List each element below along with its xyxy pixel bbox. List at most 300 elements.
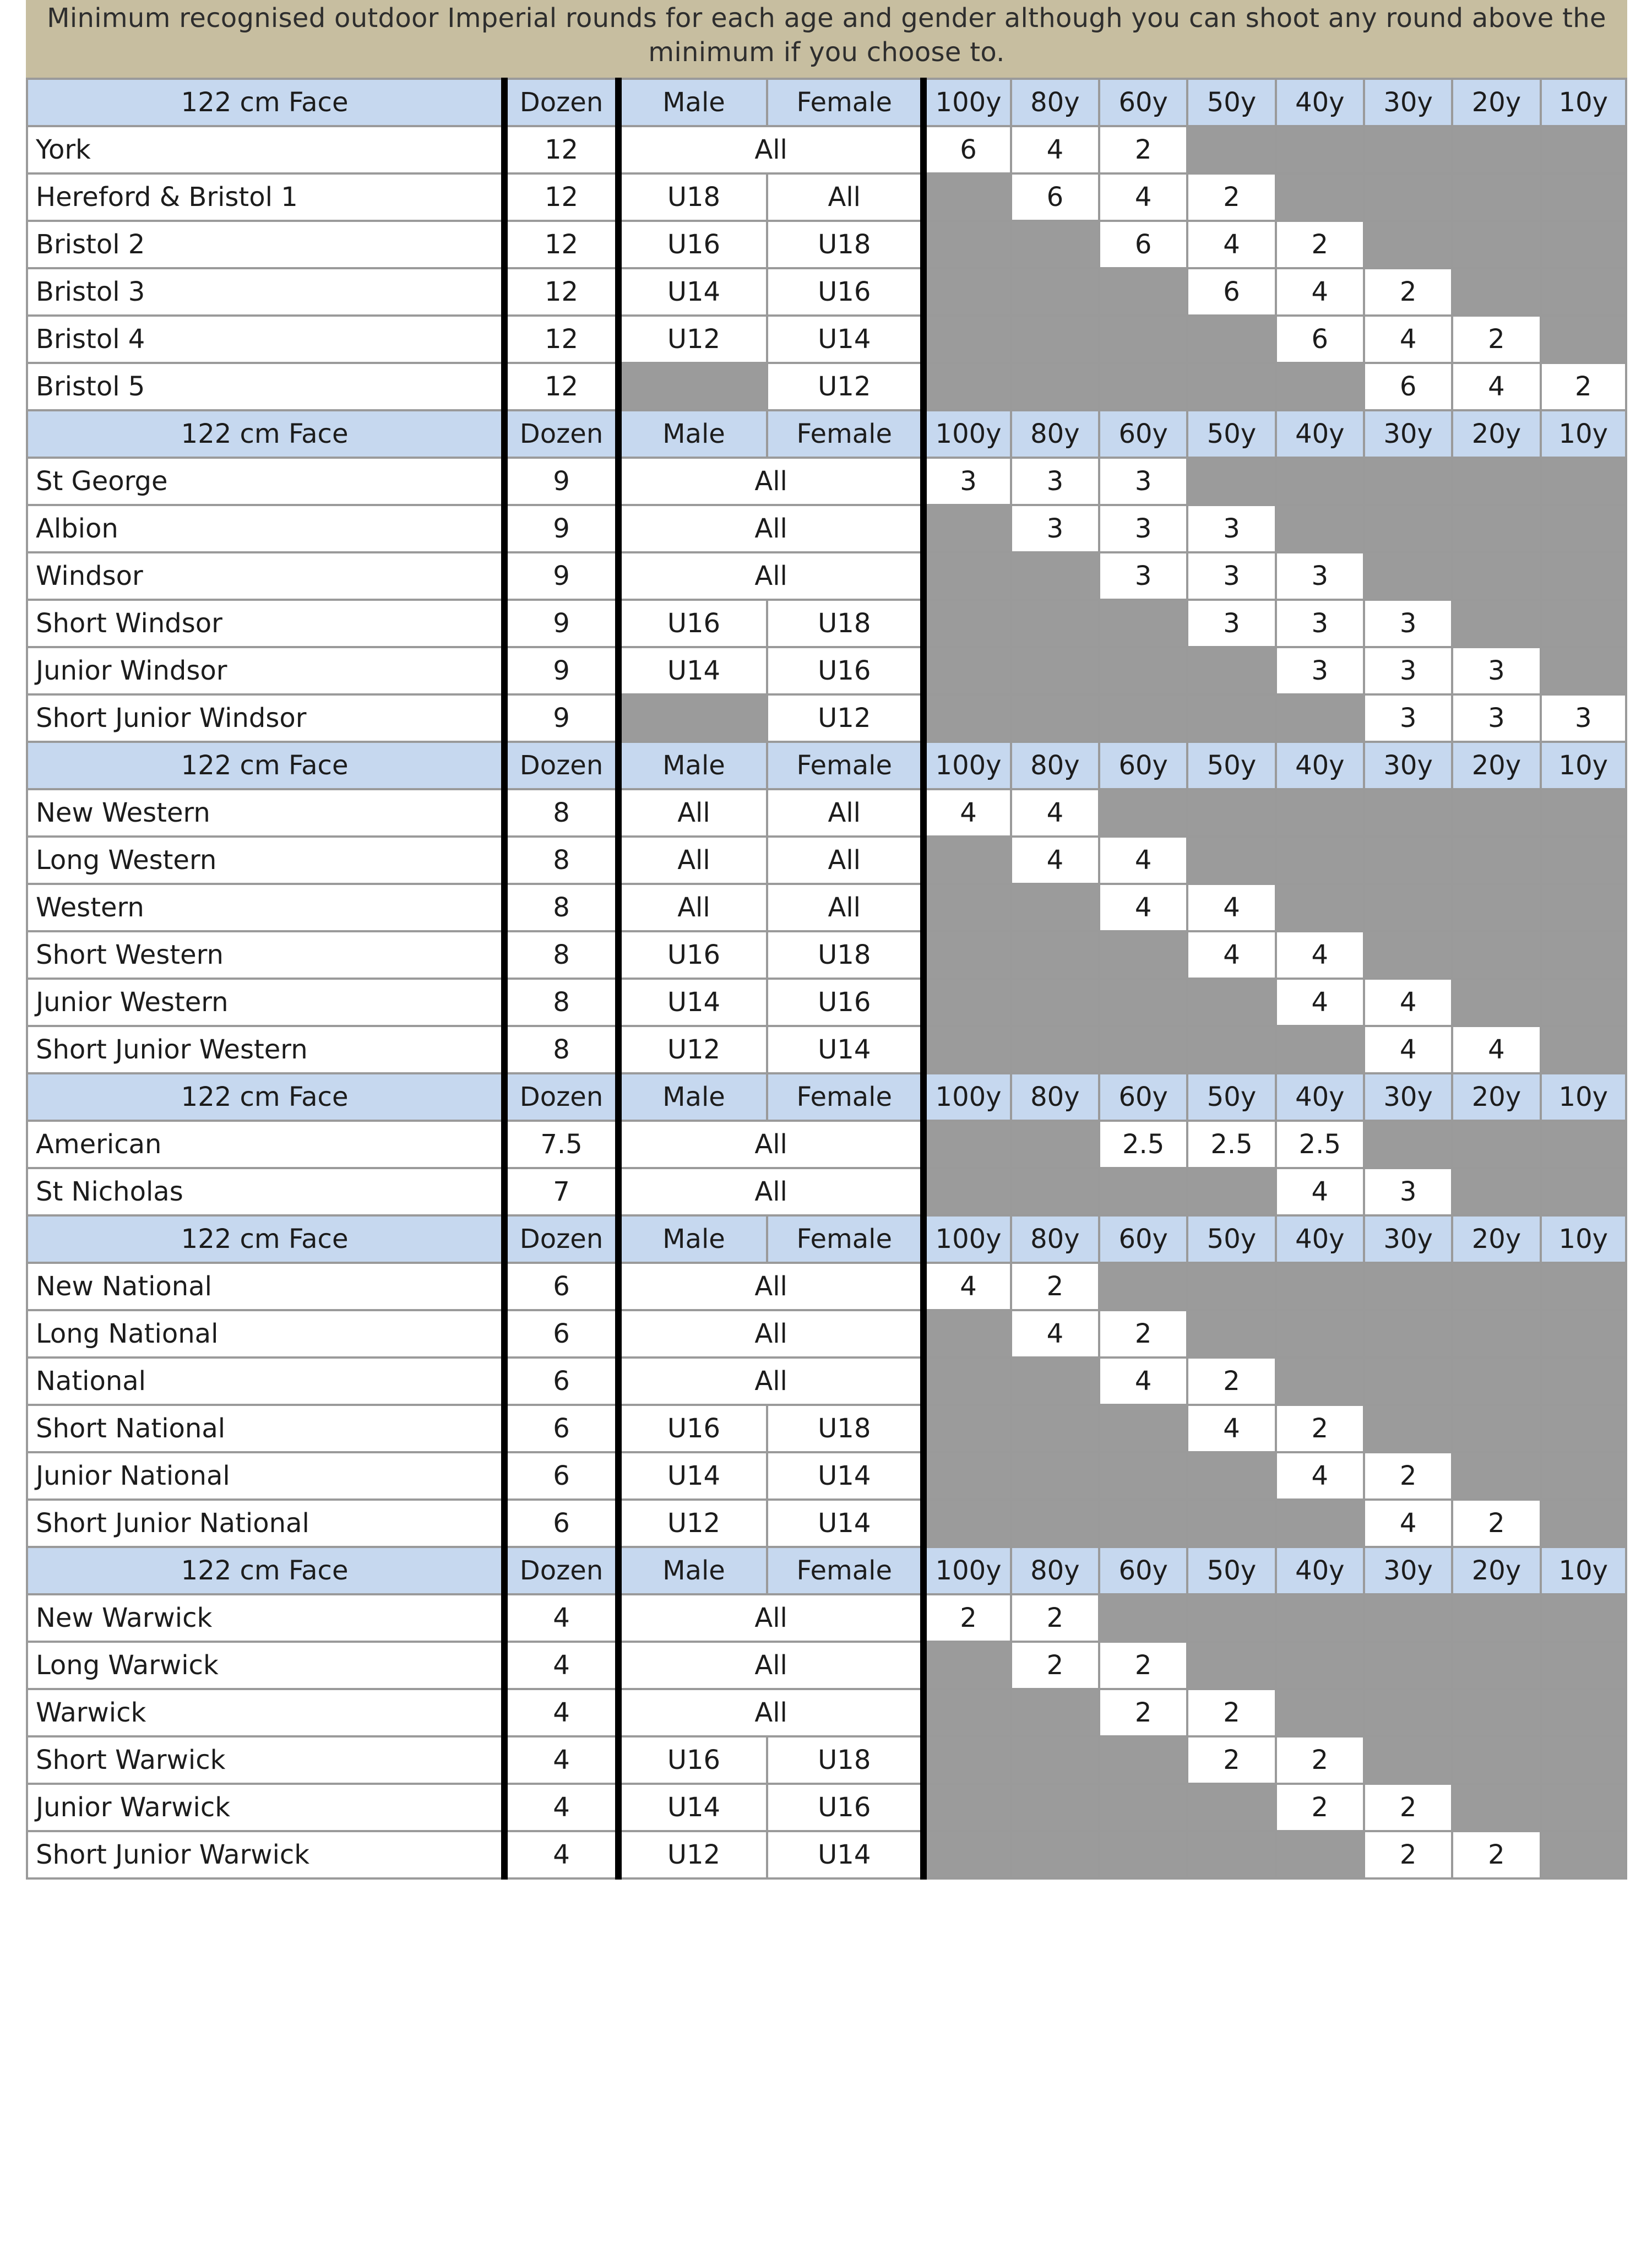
distance-cell: 4 <box>1276 268 1364 316</box>
distance-cell: 3 <box>1276 600 1364 647</box>
distance-cell: 3 <box>1276 552 1364 600</box>
dozen-cell: 12 <box>504 363 618 410</box>
header-distance: 80y <box>1011 742 1099 789</box>
distance-cell <box>1452 173 1540 221</box>
distance-cell <box>923 1642 1010 1689</box>
distance-cell <box>1541 1642 1626 1689</box>
distance-cell <box>1187 1263 1275 1310</box>
male-cell: U12 <box>618 1026 767 1073</box>
header-male: Male <box>618 410 767 458</box>
round-name: Junior Windsor <box>27 647 504 694</box>
male-cell: U14 <box>618 1784 767 1831</box>
distance-cell: 4 <box>923 789 1010 837</box>
round-name: Short Junior Warwick <box>27 1831 504 1878</box>
distance-cell <box>1541 1405 1626 1452</box>
header-distance: 60y <box>1099 410 1187 458</box>
header-distance: 100y <box>923 1547 1010 1594</box>
distance-cell <box>1541 1736 1626 1784</box>
table-row <box>27 1452 1626 1500</box>
distance-cell <box>923 316 1010 363</box>
header-female: Female <box>767 410 923 458</box>
distance-cell: 3 <box>923 458 1010 505</box>
header-round-name: 122 cm Face <box>27 410 504 458</box>
header-distance: 40y <box>1276 742 1364 789</box>
header-distance: 10y <box>1541 742 1626 789</box>
distance-cell <box>1541 458 1626 505</box>
gender-all-cell: All <box>618 1310 924 1358</box>
header-distance: 60y <box>1099 1547 1187 1594</box>
dozen-cell: 8 <box>504 1026 618 1073</box>
distance-cell <box>1452 1594 1540 1642</box>
dozen-cell: 9 <box>504 552 618 600</box>
distance-cell <box>1452 1358 1540 1405</box>
male-cell: U14 <box>618 1452 767 1500</box>
distance-cell <box>923 1310 1010 1358</box>
distance-cell <box>1452 1168 1540 1215</box>
distance-cell <box>1099 979 1187 1026</box>
distance-cell: 4 <box>1011 126 1099 173</box>
distance-cell <box>1276 1594 1364 1642</box>
dozen-cell: 9 <box>504 694 618 742</box>
table-row <box>27 1594 1626 1642</box>
distance-cell <box>1541 1121 1626 1168</box>
distance-cell <box>1099 316 1187 363</box>
distance-cell <box>1452 1405 1540 1452</box>
header-distance: 40y <box>1276 410 1364 458</box>
round-name: Short Warwick <box>27 1736 504 1784</box>
distance-cell <box>1276 1026 1364 1073</box>
header-female: Female <box>767 1547 923 1594</box>
distance-cell <box>1187 458 1275 505</box>
male-cell: U16 <box>618 1405 767 1452</box>
distance-cell <box>1452 458 1540 505</box>
dozen-cell: 6 <box>504 1358 618 1405</box>
table-row <box>27 268 1626 316</box>
round-name: York <box>27 126 504 173</box>
distance-cell <box>923 1689 1010 1736</box>
distance-cell <box>923 884 1010 931</box>
header-distance: 40y <box>1276 79 1364 126</box>
distance-cell <box>923 600 1010 647</box>
table-row <box>27 1168 1626 1215</box>
distance-cell <box>1541 931 1626 979</box>
male-cell: U16 <box>618 1736 767 1784</box>
distance-cell <box>1099 600 1187 647</box>
distance-cell <box>1364 931 1452 979</box>
distance-cell: 4 <box>923 1263 1010 1310</box>
distance-cell <box>1364 837 1452 884</box>
distance-cell <box>1187 1642 1275 1689</box>
distance-cell: 2 <box>1364 1784 1452 1831</box>
distance-cell <box>1541 1784 1626 1831</box>
male-cell <box>618 694 767 742</box>
gender-all-cell: All <box>618 1689 924 1736</box>
distance-cell <box>1011 694 1099 742</box>
header-round-name: 122 cm Face <box>27 79 504 126</box>
distance-cell: 2 <box>1452 1500 1540 1547</box>
distance-cell <box>1276 789 1364 837</box>
table-row <box>27 126 1626 173</box>
male-cell: U16 <box>618 221 767 268</box>
round-name: New National <box>27 1263 504 1310</box>
dozen-cell: 4 <box>504 1594 618 1642</box>
distance-cell: 6 <box>1276 316 1364 363</box>
distance-cell <box>1541 221 1626 268</box>
distance-cell <box>1452 552 1540 600</box>
header-male: Male <box>618 79 767 126</box>
distance-cell <box>923 979 1010 1026</box>
distance-cell: 2 <box>1276 1405 1364 1452</box>
distance-cell: 6 <box>923 126 1010 173</box>
distance-cell <box>1011 1500 1099 1547</box>
distance-cell <box>1011 931 1099 979</box>
distance-cell <box>1452 126 1540 173</box>
distance-cell <box>923 1405 1010 1452</box>
male-cell <box>618 363 767 410</box>
distance-cell <box>1187 363 1275 410</box>
header-distance: 30y <box>1364 1073 1452 1121</box>
distance-cell <box>1276 884 1364 931</box>
distance-cell <box>1099 694 1187 742</box>
distance-cell: 4 <box>1452 363 1540 410</box>
distance-cell <box>923 1452 1010 1500</box>
distance-cell <box>1187 1500 1275 1547</box>
dozen-cell: 9 <box>504 600 618 647</box>
distance-cell: 4 <box>1276 931 1364 979</box>
distance-cell <box>1364 221 1452 268</box>
distance-cell: 4 <box>1099 1358 1187 1405</box>
header-distance: 20y <box>1452 410 1540 458</box>
header-female: Female <box>767 1215 923 1263</box>
table-row <box>27 931 1626 979</box>
female-cell: U14 <box>767 1026 923 1073</box>
distance-cell <box>923 552 1010 600</box>
round-name: Western <box>27 884 504 931</box>
dozen-cell: 4 <box>504 1784 618 1831</box>
round-name: Long National <box>27 1310 504 1358</box>
header-distance: 50y <box>1187 79 1275 126</box>
distance-cell: 2 <box>1276 1784 1364 1831</box>
distance-cell <box>1364 789 1452 837</box>
distance-cell: 2.5 <box>1187 1121 1275 1168</box>
distance-cell <box>1099 1452 1187 1500</box>
gender-all-cell: All <box>618 1168 924 1215</box>
distance-cell <box>1452 837 1540 884</box>
distance-cell <box>1011 1784 1099 1831</box>
distance-cell: 3 <box>1099 552 1187 600</box>
distance-cell <box>1276 505 1364 552</box>
distance-cell: 2 <box>1276 1736 1364 1784</box>
distance-cell <box>1011 552 1099 600</box>
dozen-cell: 12 <box>504 126 618 173</box>
distance-cell: 3 <box>1187 600 1275 647</box>
distance-cell: 2 <box>1099 1642 1187 1689</box>
gender-all-cell: All <box>618 1263 924 1310</box>
distance-cell <box>1011 1168 1099 1215</box>
header-distance: 20y <box>1452 1073 1540 1121</box>
distance-cell <box>1011 1831 1099 1878</box>
table-row <box>27 458 1626 505</box>
table-row <box>27 694 1626 742</box>
dozen-cell: 12 <box>504 316 618 363</box>
table-row <box>27 1405 1626 1452</box>
male-cell: All <box>618 837 767 884</box>
distance-cell <box>1364 1310 1452 1358</box>
male-cell: U14 <box>618 268 767 316</box>
gender-all-cell: All <box>618 505 924 552</box>
distance-cell: 3 <box>1011 505 1099 552</box>
distance-cell: 2 <box>1099 126 1187 173</box>
distance-cell <box>923 1168 1010 1215</box>
distance-cell <box>1187 647 1275 694</box>
distance-cell <box>1011 647 1099 694</box>
distance-cell <box>1276 694 1364 742</box>
banner-note: Minimum recognised outdoor Imperial rounds for each age and gender although you can shoot any round above the minimum if you choose to. <box>26 0 1627 78</box>
distance-cell: 3 <box>1187 552 1275 600</box>
dozen-cell: 8 <box>504 931 618 979</box>
male-cell: U16 <box>618 600 767 647</box>
header-female: Female <box>767 742 923 789</box>
distance-cell <box>1276 1500 1364 1547</box>
dozen-cell: 6 <box>504 1263 618 1310</box>
header-distance: 50y <box>1187 1215 1275 1263</box>
table-row <box>27 552 1626 600</box>
header-male: Male <box>618 1073 767 1121</box>
distance-cell <box>923 647 1010 694</box>
distance-cell: 3 <box>1364 694 1452 742</box>
round-name: Bristol 2 <box>27 221 504 268</box>
distance-cell <box>1276 363 1364 410</box>
distance-cell <box>1276 126 1364 173</box>
distance-cell <box>1276 1689 1364 1736</box>
female-cell: U18 <box>767 1405 923 1452</box>
distance-cell: 2 <box>1011 1642 1099 1689</box>
distance-cell <box>923 1358 1010 1405</box>
distance-cell: 2 <box>1452 1831 1540 1878</box>
distance-cell <box>1187 1594 1275 1642</box>
distance-cell: 4 <box>1099 173 1187 221</box>
female-cell: All <box>767 173 923 221</box>
distance-cell <box>1099 363 1187 410</box>
dozen-cell: 8 <box>504 884 618 931</box>
header-distance: 10y <box>1541 410 1626 458</box>
distance-cell <box>1099 931 1187 979</box>
distance-cell: 3 <box>1541 694 1626 742</box>
distance-cell <box>1187 1452 1275 1500</box>
gender-all-cell: All <box>618 1642 924 1689</box>
header-dozen: Dozen <box>504 1547 618 1594</box>
distance-cell: 3 <box>1276 647 1364 694</box>
distance-cell <box>1452 1121 1540 1168</box>
distance-cell <box>1541 173 1626 221</box>
distance-cell <box>1011 316 1099 363</box>
header-round-name: 122 cm Face <box>27 1215 504 1263</box>
distance-cell <box>1364 1642 1452 1689</box>
distance-cell <box>1187 789 1275 837</box>
round-name: Short Western <box>27 931 504 979</box>
distance-cell <box>1541 316 1626 363</box>
female-cell: U18 <box>767 221 923 268</box>
distance-cell <box>923 173 1010 221</box>
distance-cell <box>1541 268 1626 316</box>
header-distance: 30y <box>1364 742 1452 789</box>
distance-cell <box>1541 1831 1626 1878</box>
header-male: Male <box>618 1547 767 1594</box>
female-cell: U12 <box>767 694 923 742</box>
distance-cell <box>1099 1594 1187 1642</box>
male-cell: U14 <box>618 979 767 1026</box>
table-row <box>27 837 1626 884</box>
distance-cell <box>1011 600 1099 647</box>
distance-cell <box>1452 221 1540 268</box>
distance-cell <box>1187 1784 1275 1831</box>
distance-cell: 4 <box>1099 837 1187 884</box>
header-distance: 10y <box>1541 1073 1626 1121</box>
table-row <box>27 1358 1626 1405</box>
round-name: Hereford & Bristol 1 <box>27 173 504 221</box>
distance-cell <box>1452 268 1540 316</box>
distance-cell <box>1011 1026 1099 1073</box>
distance-cell <box>1541 1594 1626 1642</box>
dozen-cell: 9 <box>504 647 618 694</box>
distance-cell: 2 <box>1011 1263 1099 1310</box>
distance-cell <box>923 221 1010 268</box>
dozen-cell: 12 <box>504 173 618 221</box>
distance-cell <box>923 1831 1010 1878</box>
header-distance: 20y <box>1452 1547 1540 1594</box>
distance-cell: 4 <box>1011 789 1099 837</box>
table-row <box>27 1689 1626 1736</box>
table-row <box>27 505 1626 552</box>
table-row <box>27 647 1626 694</box>
round-name: St Nicholas <box>27 1168 504 1215</box>
male-cell: All <box>618 789 767 837</box>
female-cell: All <box>767 837 923 884</box>
distance-cell: 4 <box>1452 1026 1540 1073</box>
table-row <box>27 1500 1626 1547</box>
table-row <box>27 316 1626 363</box>
round-name: Short Junior Windsor <box>27 694 504 742</box>
distance-cell: 2 <box>923 1594 1010 1642</box>
dozen-cell: 8 <box>504 789 618 837</box>
round-name: Short National <box>27 1405 504 1452</box>
distance-cell: 2.5 <box>1099 1121 1187 1168</box>
gender-all-cell: All <box>618 1594 924 1642</box>
table-row <box>27 1026 1626 1073</box>
distance-cell <box>1541 979 1626 1026</box>
header-distance: 60y <box>1099 79 1187 126</box>
distance-cell <box>923 1121 1010 1168</box>
distance-cell: 2 <box>1364 268 1452 316</box>
header-distance: 40y <box>1276 1073 1364 1121</box>
distance-cell <box>923 1736 1010 1784</box>
female-cell: All <box>767 789 923 837</box>
header-distance: 80y <box>1011 410 1099 458</box>
distance-cell: 4 <box>1011 837 1099 884</box>
distance-cell <box>1452 789 1540 837</box>
distance-cell <box>1187 979 1275 1026</box>
distance-cell: 2.5 <box>1276 1121 1364 1168</box>
distance-cell <box>1011 1121 1099 1168</box>
distance-cell <box>1011 1452 1099 1500</box>
distance-cell: 4 <box>1364 979 1452 1026</box>
distance-cell <box>1187 1168 1275 1215</box>
distance-cell <box>1276 837 1364 884</box>
distance-cell: 3 <box>1099 505 1187 552</box>
distance-cell <box>1364 505 1452 552</box>
distance-cell <box>1011 979 1099 1026</box>
distance-cell: 4 <box>1276 1168 1364 1215</box>
female-cell: U18 <box>767 931 923 979</box>
distance-cell <box>1364 1736 1452 1784</box>
distance-cell <box>923 1500 1010 1547</box>
header-distance: 20y <box>1452 1215 1540 1263</box>
distance-cell: 6 <box>1011 173 1099 221</box>
distance-cell <box>1364 173 1452 221</box>
female-cell: U12 <box>767 363 923 410</box>
male-cell: All <box>618 884 767 931</box>
distance-cell <box>1276 1831 1364 1878</box>
female-cell: U16 <box>767 647 923 694</box>
distance-cell <box>1452 1452 1540 1500</box>
distance-cell <box>1187 316 1275 363</box>
header-distance: 60y <box>1099 1215 1187 1263</box>
distance-cell <box>1541 1500 1626 1547</box>
distance-cell: 6 <box>1099 221 1187 268</box>
distance-cell <box>1452 931 1540 979</box>
distance-cell <box>923 837 1010 884</box>
header-distance: 100y <box>923 79 1010 126</box>
distance-cell <box>1541 505 1626 552</box>
distance-cell <box>1099 1736 1187 1784</box>
distance-cell <box>1099 1500 1187 1547</box>
round-name: St George <box>27 458 504 505</box>
round-name: Windsor <box>27 552 504 600</box>
female-cell: U16 <box>767 979 923 1026</box>
round-name: Bristol 3 <box>27 268 504 316</box>
gender-all-cell: All <box>618 1121 924 1168</box>
distance-cell <box>1187 694 1275 742</box>
distance-cell <box>923 694 1010 742</box>
header-round-name: 122 cm Face <box>27 742 504 789</box>
distance-cell: 4 <box>1364 1500 1452 1547</box>
distance-cell: 2 <box>1187 1689 1275 1736</box>
dozen-cell: 12 <box>504 221 618 268</box>
table-row <box>27 221 1626 268</box>
distance-cell <box>1011 1405 1099 1452</box>
distance-cell <box>1011 363 1099 410</box>
distance-cell: 2 <box>1011 1594 1099 1642</box>
distance-cell <box>1452 505 1540 552</box>
distance-cell <box>1541 789 1626 837</box>
distance-cell <box>1099 1784 1187 1831</box>
round-name: American <box>27 1121 504 1168</box>
round-name: Bristol 4 <box>27 316 504 363</box>
header-female: Female <box>767 79 923 126</box>
header-female: Female <box>767 1073 923 1121</box>
distance-cell <box>1452 1689 1540 1736</box>
table-row <box>27 1831 1626 1878</box>
distance-cell <box>1364 1263 1452 1310</box>
distance-cell <box>1452 1784 1540 1831</box>
male-cell: U14 <box>618 647 767 694</box>
distance-cell <box>1452 884 1540 931</box>
dozen-cell: 6 <box>504 1310 618 1358</box>
distance-cell <box>1364 1405 1452 1452</box>
distance-cell: 6 <box>1187 268 1275 316</box>
gender-all-cell: All <box>618 1358 924 1405</box>
distance-cell <box>1187 126 1275 173</box>
